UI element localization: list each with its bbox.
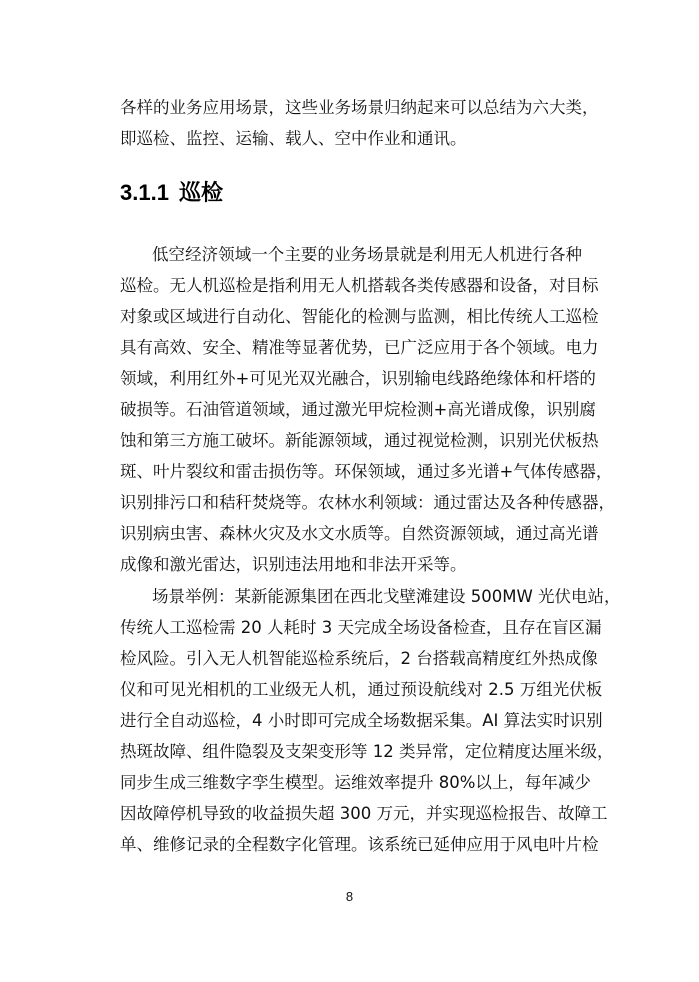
paragraph-line: 进行全自动巡检，4 小时即可完成全场数据采集。AI 算法实时识别 <box>120 711 603 730</box>
paragraph-line: 蚀和第三方施工破坏。新能源领域，通过视觉检测，识别光伏板热 <box>120 431 599 450</box>
intro-line: 各样的业务应用场景，这些业务场景归纳起来可以总结为六大类， <box>120 98 599 117</box>
paragraph-line: 场景举例：某新能源集团在西北戈壁滩建设 500MW 光伏电站， <box>152 587 621 606</box>
section-heading <box>120 180 223 207</box>
paragraph-line: 单、维修记录的全程数字化管理。该系统已延伸应用于风电叶片检 <box>120 835 599 854</box>
paragraph-line: 对象或区域进行自动化、智能化的检测与监测，相比传统人工巡检 <box>120 307 599 326</box>
paragraph-line: 因故障停机导致的收益损失超 300 万元，并实现巡检报告、故障工 <box>120 804 608 823</box>
paragraph-line: 斑、叶片裂纹和雷击损伤等。环保领域，通过多光谱+气体传感器， <box>120 462 613 481</box>
paragraph-line: 低空经济领域一个主要的业务场景就是利用无人机进行各种 <box>152 245 582 264</box>
paragraph-line: 成像和激光雷达，识别违法用地和非法开采等。 <box>120 555 467 574</box>
paragraph-line: 热斑故障、组件隐裂及支架变形等 12 类异常，定位精度达厘米级， <box>120 742 614 761</box>
intro-line: 即巡检、监控、运输、载人、空中作业和通讯。 <box>120 129 467 148</box>
paragraph-line: 识别病虫害、森林火灾及水文水质等。自然资源领域，通过高光谱 <box>120 524 599 543</box>
section-title: 巡检 <box>178 181 223 206</box>
paragraph-line: 仪和可见光相机的工业级无人机，通过预设航线对 2.5 万组光伏板 <box>120 680 603 699</box>
paragraph-line: 检风险。引入无人机智能巡检系统后，2 台搭载高精度红外热成像 <box>120 649 598 668</box>
page-number: 8 <box>345 889 354 904</box>
paragraph-line: 领域，利用红外+可见光双光融合，识别输电线路绝缘体和杆塔的 <box>120 369 596 388</box>
paragraph-line: 同步生成三维数字孪生模型。运维效率提升 80%以上，每年减少 <box>120 773 591 792</box>
paragraph-line: 传统人工巡检需 20 人耗时 3 天完成全场设备检查，且存在盲区漏 <box>120 618 602 637</box>
paragraph-line: 巡检。无人机巡检是指利用无人机搭载各类传感器和设备，对目标 <box>120 276 599 295</box>
section-number: 3.1.1 <box>120 180 169 205</box>
paragraph-line: 识别排污口和秸秆焚烧等。农林水利领域：通过雷达及各种传感器， <box>120 493 615 512</box>
paragraph-line: 破损等。石油管道领域，通过激光甲烷检测+高光谱成像，识别腐 <box>120 400 596 419</box>
paragraph-line: 具有高效、安全、精准等显著优势，已广泛应用于各个领域。电力 <box>120 338 599 357</box>
